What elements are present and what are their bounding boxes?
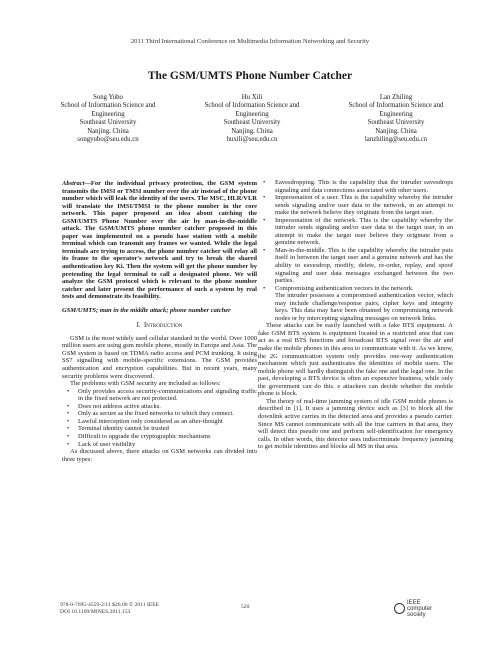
abstract bbox=[62, 180, 257, 301]
list-item-text: Compromising authentication vectors in the network. bbox=[275, 284, 414, 292]
bullet-icon: • bbox=[67, 402, 70, 410]
bullet-icon: • bbox=[67, 440, 70, 448]
bullet-icon: • bbox=[263, 216, 266, 224]
author-affiliation: Engineering bbox=[379, 110, 413, 118]
list-item bbox=[258, 285, 453, 293]
list-item-text: Does not address active attacks. bbox=[78, 402, 161, 410]
body-paragraph-2: The theory of real-time jamming system of idle GSM mobile phones is described in [1]. It uses a jamming device such as [3] to block all the downlink active carries in the detected area and provides a pseudo carrier. Since MS cannot communicate with all the true carriers in that area, they will detect this pseudo one and perform self-identification for emergency calls. In other words, this detector uses indiscriminate frequency jamming to get mobile identities and blocks all MS in that area. bbox=[258, 397, 453, 451]
right-column bbox=[258, 179, 453, 451]
author-name: Song Yubo bbox=[93, 94, 123, 101]
author-university: Southeast University bbox=[223, 119, 281, 127]
author-location: Nanjing, China bbox=[87, 127, 129, 135]
bullet-icon: • bbox=[67, 410, 70, 418]
list-item-text: Impersonation of the network. This is the capability whereby the intruder sends signaling and/or user data to the target user, in an attempt to make the target user believe they originate from a genuine network. bbox=[275, 216, 453, 247]
author-affiliation: Engineering bbox=[91, 110, 125, 118]
list-item bbox=[62, 403, 257, 411]
security-problems-list bbox=[62, 388, 257, 448]
logo-text bbox=[407, 600, 432, 619]
list-item bbox=[62, 441, 257, 449]
list-item bbox=[258, 194, 453, 217]
author-location: Nanjing, China bbox=[231, 127, 273, 135]
intro-paragraph-1: GSM is the most widely used cellular standard in the world. Over 1000 million users are using gsm mobile phone, mostly in Europe and Asia. The GSM system is based on TDMA radio access and PCM trunking. It using SS7 signalling with mobile-specific extensions. The GSM provides authentication and encryption capabilities. But in recent years, many security problems were discovered. bbox=[62, 334, 257, 380]
list-item bbox=[62, 425, 257, 433]
list-item bbox=[62, 410, 257, 418]
author-email: huxili@seu.edu.cn bbox=[226, 136, 278, 144]
author-block bbox=[42, 94, 462, 144]
section-title: Introduction bbox=[144, 322, 183, 330]
list-item bbox=[258, 217, 453, 247]
abstract-lead: Abstract bbox=[62, 180, 85, 187]
intro-paragraph-3: As discussed above, there attacks on GSM networks can divided into three types: bbox=[62, 448, 257, 463]
bullet-icon: • bbox=[263, 284, 266, 292]
list-item-text: Lawful interception only considered as an after-thought bbox=[78, 417, 223, 425]
author-1 bbox=[42, 94, 174, 144]
page-number: 520 bbox=[241, 604, 250, 610]
author-affiliation: School of Information Science and bbox=[60, 102, 156, 110]
list-item bbox=[62, 433, 257, 441]
author-location: Nanjing, China bbox=[375, 127, 417, 135]
bullet-icon: • bbox=[67, 425, 70, 433]
list-item bbox=[62, 388, 257, 403]
footer-isbn: 978-0-7695-4559-2/11 $26.00 © 2011 IEEE bbox=[60, 602, 160, 608]
author-affiliation: School of Information Science and bbox=[204, 102, 300, 110]
list-item-text: Only as secure as the fixed networks to which they connect. bbox=[78, 410, 234, 418]
author-affiliation: Engineering bbox=[235, 110, 269, 118]
conference-header: 2011 Third International Conference on Multimedia Information Networking and Security bbox=[130, 38, 370, 45]
list-item bbox=[62, 418, 257, 426]
paper-title: The GSM/UMTS Phone Number Catcher bbox=[147, 70, 353, 82]
section-heading bbox=[62, 322, 257, 330]
bullet-icon: • bbox=[67, 387, 70, 395]
logo-line: computer bbox=[407, 606, 433, 613]
list-item bbox=[258, 247, 453, 285]
author-affiliation: School of Information Science and bbox=[348, 102, 444, 110]
bullet-icon: • bbox=[263, 246, 266, 254]
footer-publication-info bbox=[60, 602, 159, 616]
list-item-text: Difficult to upgrade the cryptographic mechanisms bbox=[78, 432, 211, 440]
sub-paragraph: The intruder possesses a compromised authentication vector, which may include challenge/response pairs, cipher keys and integrity keys. This data may have been obtained by compromising network nodes or by intercepting signaling messages on network links. bbox=[275, 292, 453, 322]
author-name: Lan Zhiling bbox=[379, 94, 413, 101]
ieee-logo-icon bbox=[394, 603, 405, 614]
author-university: Southeast University bbox=[367, 119, 425, 127]
logo-line: society bbox=[407, 612, 426, 619]
keywords: GSM/UMTS; man in the middle attack; phone number catcher bbox=[62, 306, 231, 314]
ieee-computer-society-logo bbox=[394, 600, 454, 619]
footer-doi: DOI 10.1109/MINES.2011.153 bbox=[60, 609, 131, 615]
bullet-icon: • bbox=[263, 179, 266, 186]
list-item bbox=[258, 179, 453, 194]
author-name: Hu Xili bbox=[241, 94, 263, 101]
author-2 bbox=[186, 94, 318, 144]
author-email: songyubo@seu.edu.cn bbox=[77, 136, 139, 144]
author-3 bbox=[330, 94, 462, 144]
abstract-text: —For the individual privacy protection, the GSM system transmits the IMSI or TMSI number over the air instead of the phone number which will leak the identity of the users. The MSC, HLR/VLR will translate the IMSI/TMSI to the phone number in the core network. This paper proposed an idea about catching the GSM/UMTS Phone Number over the air by man-in-the-middle attack. The GSM/UMTS phone number catcher proposed in this paper was implemented on a pseudo base station with a mobile terminal which can transmit any frames we wanted. While the legal terminals are trying to access, the phone number catcher will relay all its frame to the operator's network and try to break the shared authentication key Ki. Then the system will get the phone number by pretending the legal terminal to call a designated phone. We will analyze the GSM protocol which is relevant to the phone number catcher and later present the performance of such a system by real tests and demonstrate its feasibility. bbox=[62, 180, 257, 301]
attack-types-list bbox=[258, 179, 453, 292]
list-item-text: Eavesdropping. This is the capability that the intruder eavesdrops signaling and data connections associated with other users. bbox=[275, 179, 453, 194]
list-item-text: Only provides access security-communications and signaling traffic in the fixed network are not protected. bbox=[78, 387, 257, 403]
list-item-text: Impersonation of a user. This is the capability whereby the intruder sends signaling and/or user data to the network, in an attempt to make the network believe they originate from the target user. bbox=[275, 194, 453, 217]
list-item-text: Man-in-the-middle. This is the capability whereby the intruder puts itself in between the target user and a genuine network and has the ability to eavesdrop, modify, delete, re-order, replay, and spoof signaling and user data messages exchanged between the two parties. bbox=[275, 246, 453, 285]
list-item-text: Lack of user visibility bbox=[78, 440, 136, 448]
bullet-icon: • bbox=[263, 194, 266, 202]
bullet-icon: • bbox=[67, 417, 70, 425]
bullet-icon: • bbox=[67, 432, 70, 440]
intro-paragraph-2: The problems with GSM security are included as follows: bbox=[70, 380, 221, 388]
left-column bbox=[62, 180, 257, 463]
section-number: I. bbox=[136, 322, 141, 330]
author-university: Southeast University bbox=[79, 119, 137, 127]
list-item-text: Terminal identity cannot be trusted bbox=[78, 425, 169, 433]
author-email: lanzhiling@seu.edu.cn bbox=[364, 136, 428, 144]
logo-line: IEEE bbox=[407, 600, 421, 606]
body-paragraph-1: These attacks can be easily launched with a fake BTS equipment. A fake GSM BTS system is equipment located in a restricted area that can act as a real BTS functions and broadcast BTS signal over the air and make the mobile phones in this area to communicate with it. As we know, the 2G communication system only provides one-way authentication mechanism which just authenticates the identities of mobile users. The mobile phone will hardly distinguish the fake one and the legal one. In the past, developing a BTS device is often an expensive business, while only the government can do this. e attackers can decide whether the mobile phone is block. bbox=[258, 322, 453, 398]
